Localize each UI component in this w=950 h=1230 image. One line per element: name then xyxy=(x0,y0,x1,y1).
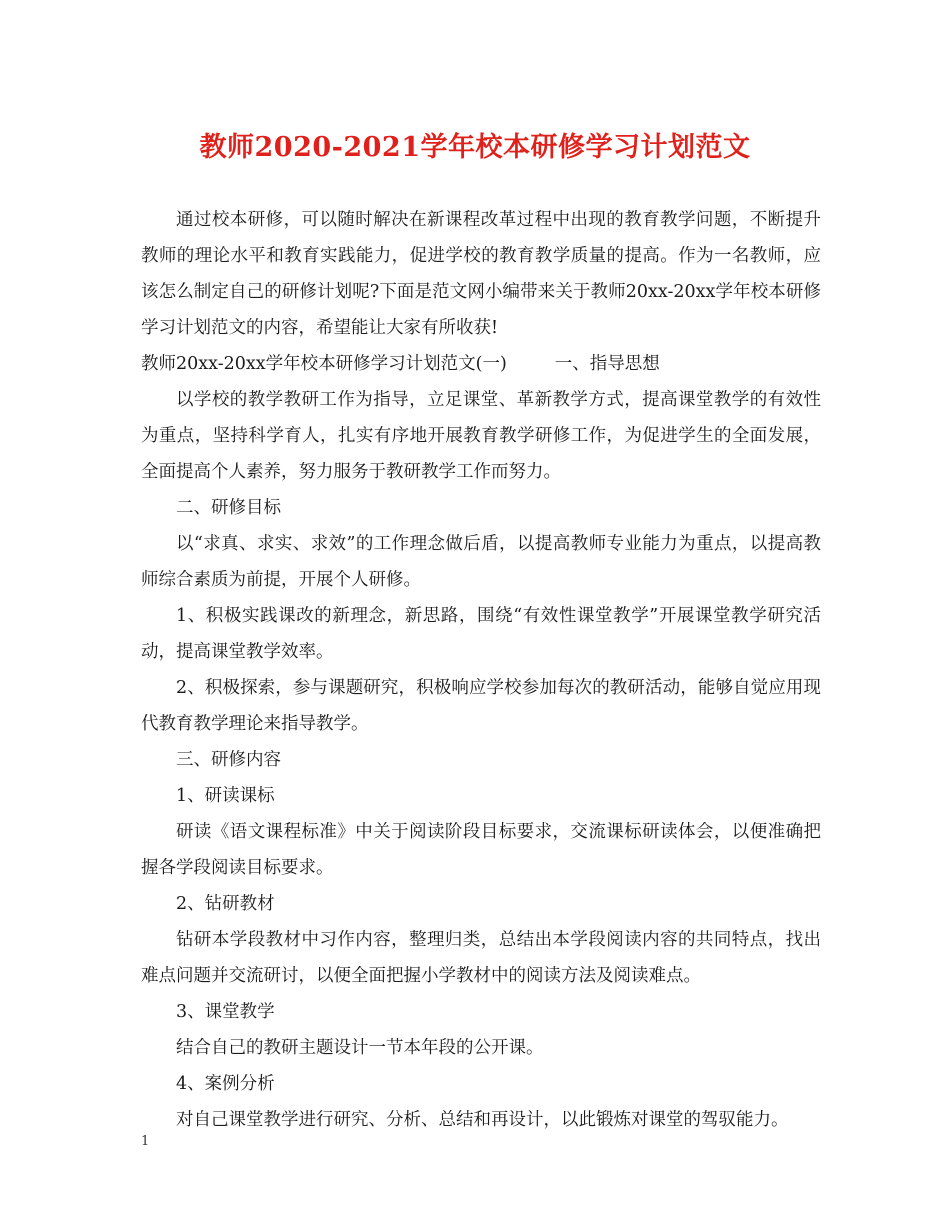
item-3-paragraph: 结合自己的教研主题设计一节本年段的公开课。 xyxy=(176,1038,544,1058)
sub-heading-line xyxy=(141,346,821,382)
goal-2-paragraph: 2、积极探索，参与课题研究，积极响应学校参加每次的教研活动，能够自觉应用现代教育教学理论来指导教学。 xyxy=(141,678,821,734)
section3-heading: 三、研修内容 xyxy=(176,750,281,770)
section1-paragraph: 以学校的教学教研工作为指导，立足课堂、革新教学方式，提高课堂教学的有效性为重点，坚持科学育人，扎实有序地开展教育教学研修工作，为促进学生的全面发展，全面提高个人素养，努力服务于教研教学工作而努力。 xyxy=(141,390,821,482)
item-4-heading: 4、案例分析 xyxy=(176,1074,275,1094)
item-3-heading: 3、课堂教学 xyxy=(176,1002,275,1022)
item-1-paragraph: 研读《语文课程标准》中关于阅读阶段目标要求，交流课标研读体会，以便准确把握各学段阅读目标要求。 xyxy=(141,822,821,878)
item-2-paragraph: 钻研本学段教材中习作内容，整理归类，总结出本学段阅读内容的共同特点，找出难点问题并交流研讨，以便全面把握小学教材中的阅读方法及阅读难点。 xyxy=(141,930,821,986)
section2-paragraph: 以“求真、求实、求效”的工作理念做后盾，以提高教师专业能力为重点，以提高教师综合素质为前提，开展个人研修。 xyxy=(141,534,821,590)
item-4-paragraph: 对自己课堂教学进行研究、分析、总结和再设计，以此锻炼对课堂的驾驭能力。 xyxy=(176,1110,789,1130)
section2-heading: 二、研修目标 xyxy=(176,498,281,518)
document-body xyxy=(141,202,821,1138)
item-2-heading: 2、钻研教材 xyxy=(176,894,275,914)
page-number: 1 xyxy=(141,1134,150,1149)
intro-paragraph: 通过校本研修，可以随时解决在新课程改革过程中出现的教育教学问题，不断提升教师的理论水平和教育实践能力，促进学校的教育教学质量的提高。作为一名教师，应该怎么制定自己的研修计划呢?下面是范文网小编带来关于教师20xx-20xx学年校本研修学习计划范文的内容，希望能让大家有所收获! xyxy=(141,210,821,338)
section1-heading: 一、指导思想 xyxy=(554,354,660,374)
goal-1-paragraph: 1、积极实践课改的新理念，新思路，围绕“有效性课堂教学”开展课堂教学研究活动，提高课堂教学效率。 xyxy=(141,606,821,662)
sub-heading: 教师20xx-20xx学年校本研修学习计划范文(一) xyxy=(141,354,507,374)
item-1-heading: 1、研读课标 xyxy=(176,786,275,806)
document-title: 教师2020-2021学年校本研修学习计划范文 xyxy=(199,132,751,163)
